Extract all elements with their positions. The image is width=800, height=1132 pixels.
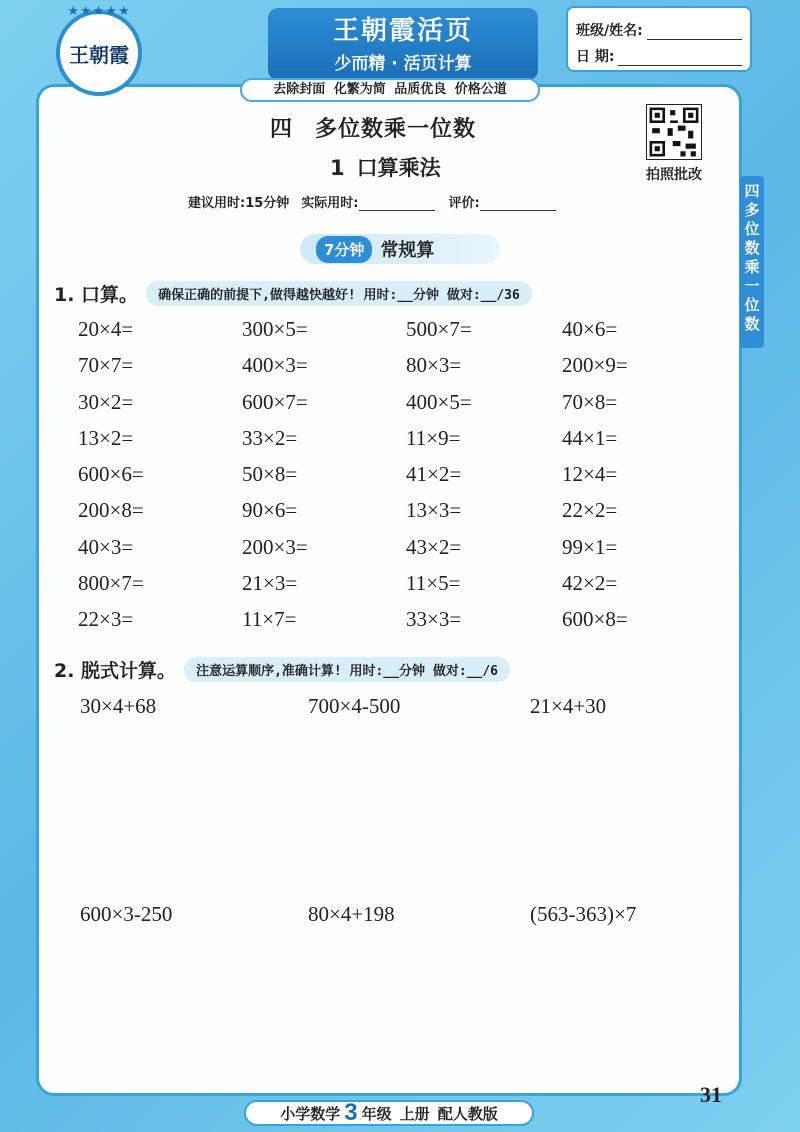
math-item: 90×6= bbox=[242, 498, 298, 523]
section-header bbox=[300, 234, 500, 264]
math-item: 500×7= bbox=[406, 317, 472, 341]
logo-text: 王朝霞 bbox=[69, 42, 129, 67]
section-time-badge: 7分钟 bbox=[316, 236, 372, 263]
page-number: 31 bbox=[700, 1082, 722, 1107]
math-item: 13×2= bbox=[78, 425, 134, 450]
math-item: 22×2= bbox=[562, 498, 618, 523]
student-info-box bbox=[566, 6, 752, 72]
math-item: 33×2= bbox=[242, 425, 298, 450]
class-name-field[interactable] bbox=[647, 24, 742, 40]
actual-time-label: 实际用时: bbox=[301, 196, 359, 211]
math-item: 50×8= bbox=[242, 462, 298, 487]
brand-subtitle: 少而精 · 活页计算 bbox=[334, 54, 472, 74]
math-item: 800×7= bbox=[78, 571, 144, 596]
math-item: 11×7= bbox=[242, 607, 297, 632]
date-row bbox=[576, 40, 742, 66]
question-2-tip: 注意运算顺序,准确计算! 用时:__分钟 做对:__/6 bbox=[184, 657, 510, 682]
math-item: 20×4= bbox=[78, 317, 134, 341]
expression-item: 21×4+30 bbox=[530, 694, 607, 718]
math-item: 400×3= bbox=[242, 353, 308, 378]
expression-item: 80×4+198 bbox=[308, 902, 395, 926]
expression-item: 30×4+68 bbox=[80, 694, 157, 718]
brand-title: 王朝霞活页 bbox=[332, 16, 473, 46]
question-2-header bbox=[54, 656, 510, 683]
math-item: 80×3= bbox=[406, 353, 462, 378]
footer-badge bbox=[244, 1100, 534, 1126]
math-item: 42×2= bbox=[562, 571, 618, 596]
math-item: 30×2= bbox=[78, 389, 134, 414]
math-item: 40×6= bbox=[562, 317, 618, 341]
math-item: 600×6= bbox=[78, 462, 144, 487]
math-item: 11×5= bbox=[406, 571, 461, 596]
chapter-number: 四 bbox=[270, 117, 294, 142]
math-item: 200×3= bbox=[242, 534, 308, 559]
math-item: 33×3= bbox=[406, 607, 462, 632]
math-item: 70×7= bbox=[78, 353, 134, 378]
footer-grade-suffix: 年级 bbox=[361, 1104, 392, 1123]
question-1-header bbox=[54, 280, 532, 307]
footer-subject: 小学数学 bbox=[280, 1104, 341, 1123]
expression-item: (563-363)×7 bbox=[530, 902, 637, 926]
math-item: 21×3= bbox=[242, 571, 298, 596]
math-item: 44×1= bbox=[562, 425, 618, 450]
question-2-title: 2. 脱式计算。 bbox=[54, 660, 177, 682]
section-label: 常规算 bbox=[380, 240, 435, 261]
math-item: 300×5= bbox=[242, 317, 308, 341]
actual-time-field[interactable] bbox=[359, 192, 435, 211]
publisher-logo bbox=[56, 4, 142, 96]
class-name-label: 班级/姓名: bbox=[576, 23, 643, 39]
lesson-title bbox=[330, 152, 441, 182]
timing-line bbox=[188, 192, 556, 211]
footer-grade: 3 bbox=[344, 1099, 358, 1126]
math-item: 40×3= bbox=[78, 534, 134, 559]
math-item: 600×8= bbox=[562, 607, 628, 632]
stars-icon: ★★★★★ bbox=[67, 4, 131, 19]
expression-item: 600×3-250 bbox=[80, 902, 173, 926]
math-item: 41×2= bbox=[406, 462, 462, 487]
question-1-title: 1. 口算。 bbox=[54, 284, 139, 306]
lesson-name: 口算乘法 bbox=[356, 156, 441, 180]
chapter-title bbox=[270, 112, 476, 143]
suggested-time: 建议用时:15分钟 bbox=[188, 196, 290, 211]
qr-label: 拍照批改 bbox=[646, 167, 702, 183]
math-item: 200×8= bbox=[78, 498, 144, 523]
side-tab-text: 四多位数乘一位数 bbox=[744, 182, 760, 333]
class-name-row bbox=[576, 14, 742, 40]
date-field[interactable] bbox=[618, 50, 742, 66]
date-label: 日 期: bbox=[576, 49, 615, 65]
slogan: 去除封面 化繁为简 品质优良 价格公道 bbox=[240, 78, 540, 102]
expression-item: 700×4-500 bbox=[308, 694, 401, 718]
math-item: 70×8= bbox=[562, 389, 618, 414]
math-item: 43×2= bbox=[406, 534, 462, 559]
footer-volume: 上册 bbox=[399, 1104, 430, 1123]
math-item: 200×9= bbox=[562, 353, 628, 378]
mental-math-grid bbox=[78, 314, 698, 641]
footer-edition: 配人教版 bbox=[437, 1104, 498, 1123]
math-item: 99×1= bbox=[562, 534, 618, 559]
math-item: 11×9= bbox=[406, 425, 461, 450]
math-item: 22×3= bbox=[78, 607, 134, 632]
eval-field[interactable] bbox=[480, 192, 556, 211]
qr-code-icon[interactable] bbox=[646, 104, 702, 160]
brand-banner bbox=[268, 8, 538, 80]
math-item: 12×4= bbox=[562, 462, 618, 487]
math-item: 600×7= bbox=[242, 389, 308, 414]
chapter-name: 多位数乘一位数 bbox=[315, 117, 477, 142]
eval-label: 评价: bbox=[448, 196, 480, 211]
lesson-number: 1 bbox=[330, 156, 345, 180]
math-item: 13×3= bbox=[406, 498, 462, 523]
math-item: 400×5= bbox=[406, 389, 472, 414]
chapter-side-tab bbox=[740, 176, 764, 348]
question-1-tip: 确保正确的前提下,做得越快越好! 用时:__分钟 做对:__/36 bbox=[146, 281, 532, 306]
